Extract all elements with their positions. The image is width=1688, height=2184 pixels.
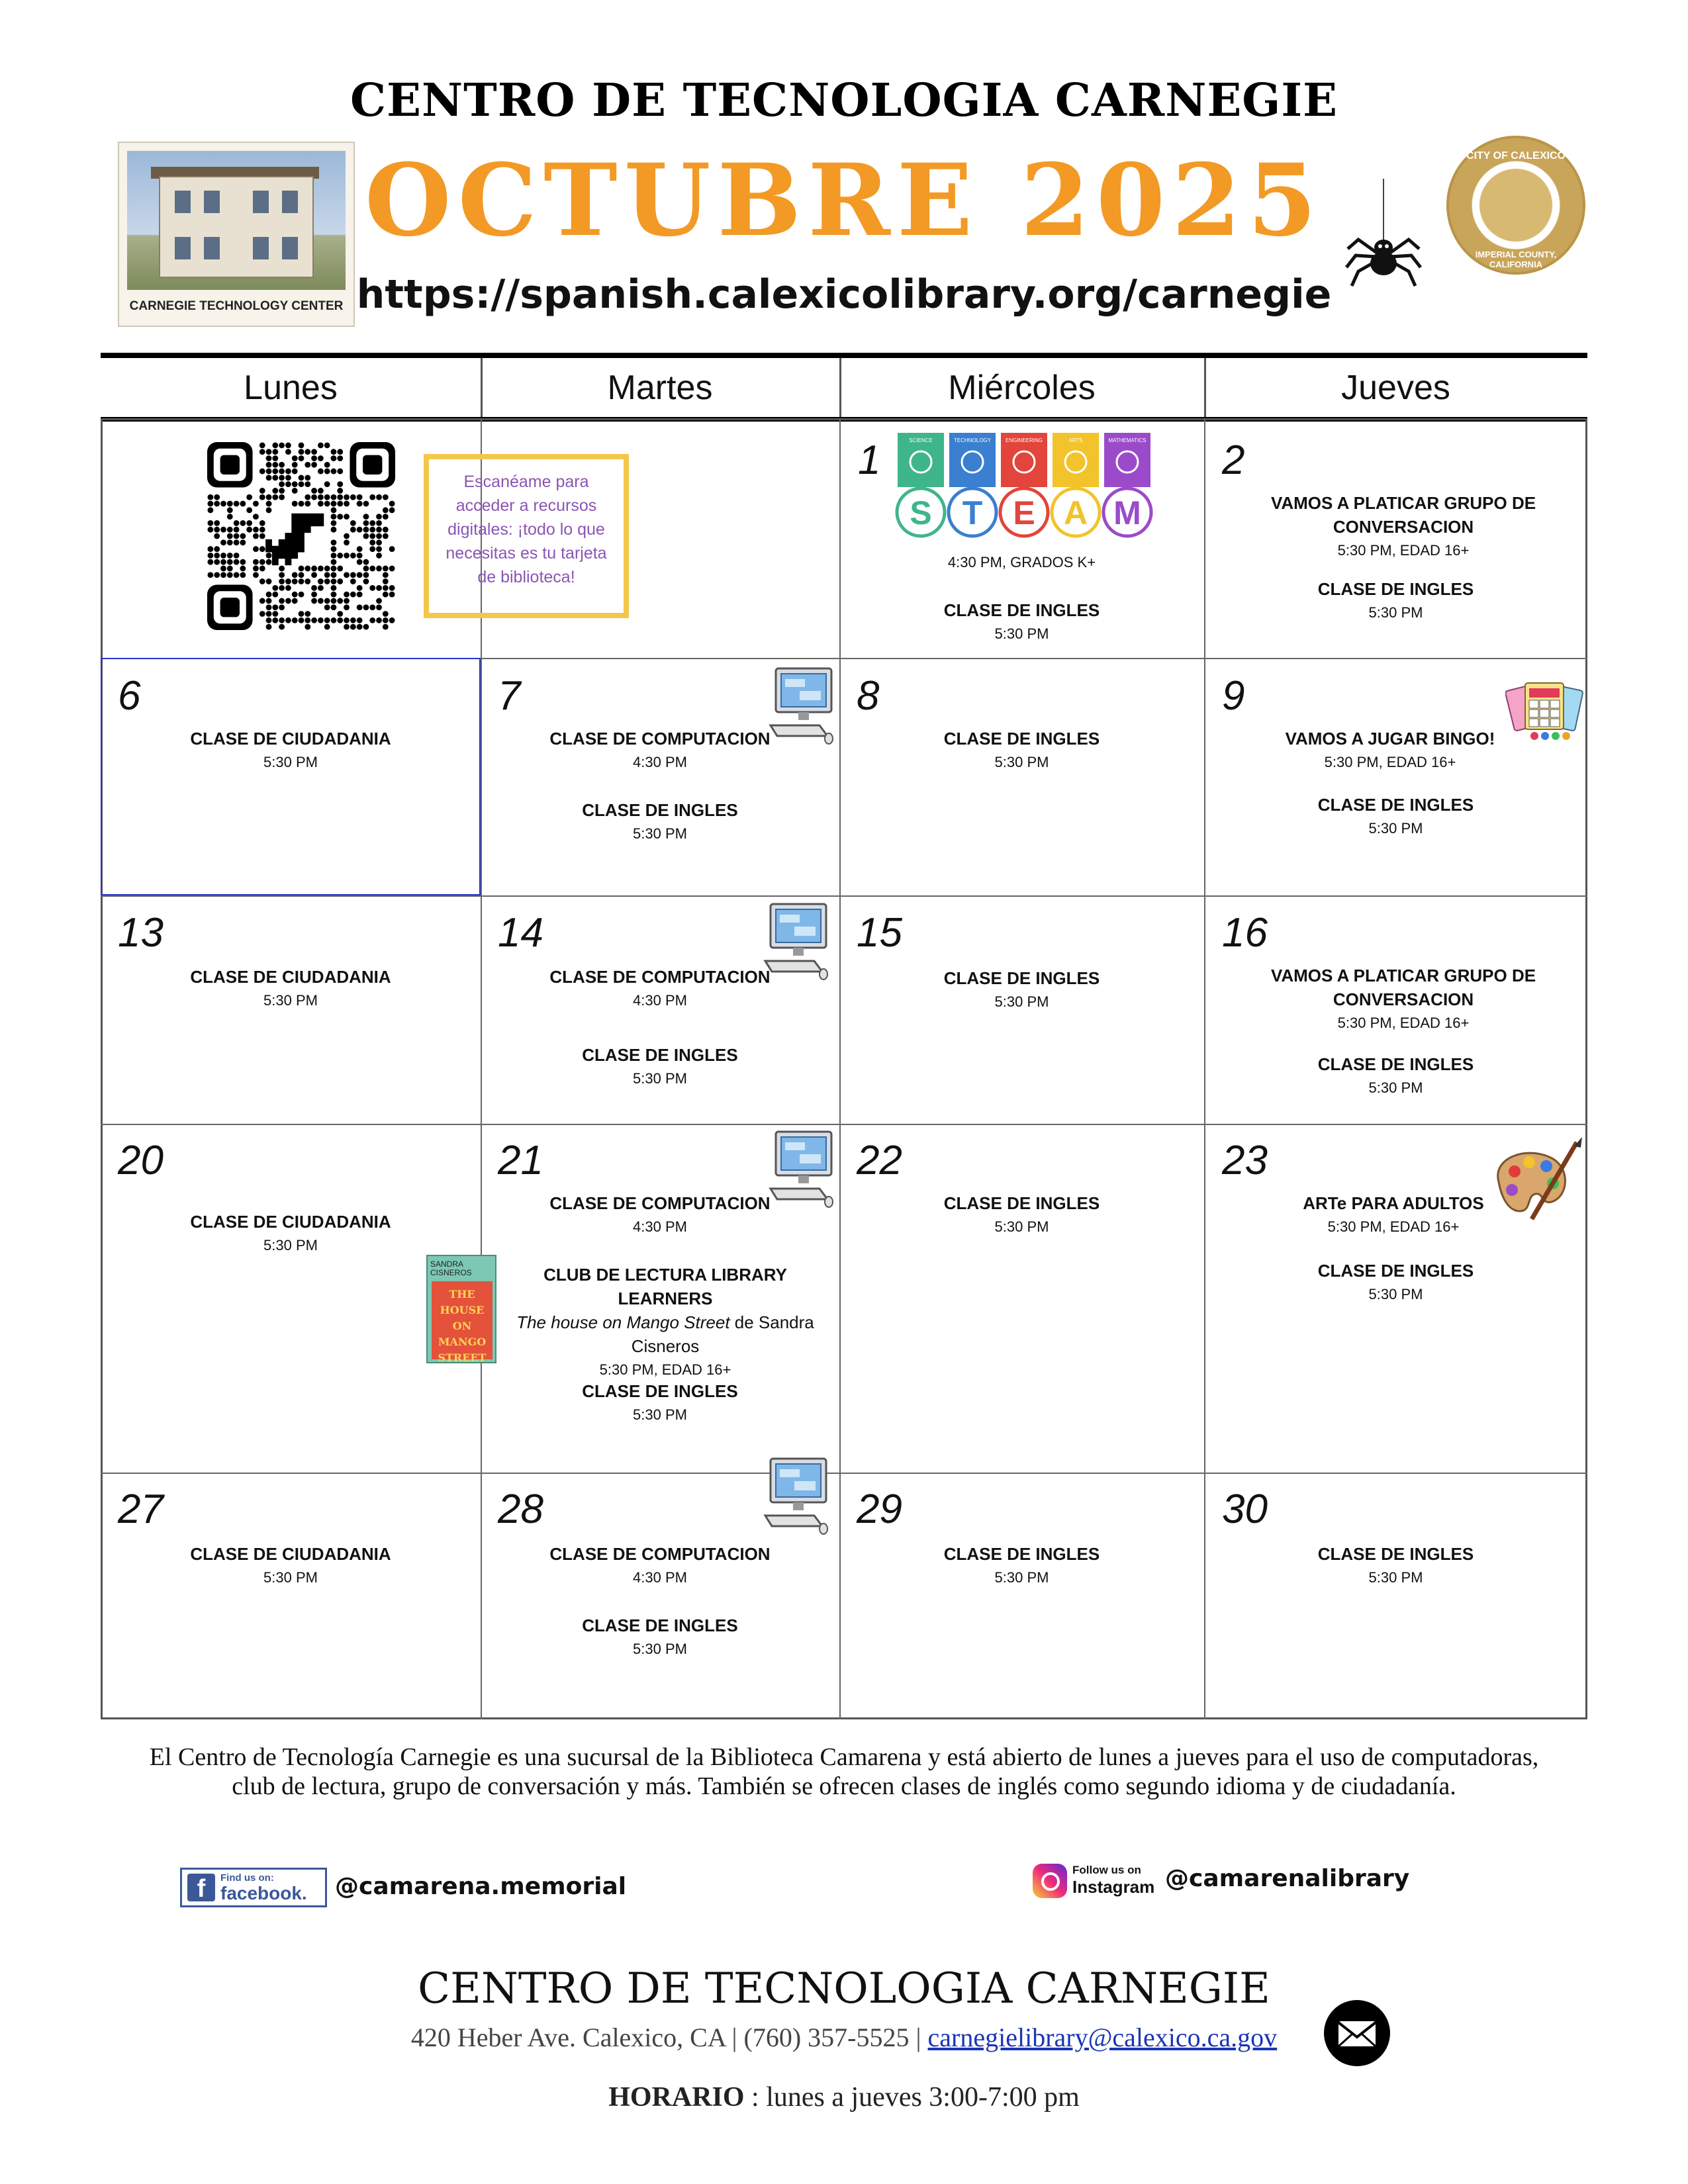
day-number: 16: [1222, 910, 1268, 956]
top-rule: [101, 353, 1587, 358]
hours-value: : lunes a jueves 3:00-7:00 pm: [744, 2082, 1080, 2113]
header-title: CENTRO DE TECNOLOGIA CARNEGIE: [350, 74, 1338, 127]
svg-text:T: T: [962, 494, 983, 531]
hours: [0, 2081, 1688, 2113]
event-time: 5:30 PM: [1368, 820, 1423, 837]
event-ingles: [1204, 793, 1587, 841]
event-title: CLASE DE INGLES: [582, 1381, 738, 1401]
day-number: 8: [857, 673, 880, 719]
event-title: CLASE DE CIUDADANIA: [190, 1212, 391, 1232]
event-steam: [839, 551, 1204, 574]
event-title: CLASE DE CIUDADANIA: [190, 1544, 391, 1564]
event-ingles: [1204, 577, 1587, 625]
event-time: 5:30 PM: [263, 1237, 318, 1253]
event-book: [496, 1310, 834, 1358]
event-title: CLASE DE COMPUTACION: [549, 967, 771, 987]
book-title: The house on Mango Street: [516, 1312, 730, 1332]
event-ingles: [481, 798, 839, 846]
weekday-miercoles: Miércoles: [948, 369, 1096, 407]
footer-description: El Centro de Tecnología Carnegie es una sucursal de la Biblioteca Camarena y está abierto de lunes a jueves para el uso de computadoras, club de lectura, grupo de conversación y más. También se ofrecen clases de inglés como segundo idioma y de ciudadanía.: [149, 1743, 1539, 1800]
event-ingles: [1204, 1542, 1587, 1590]
event-time: 4:30 PM: [633, 992, 687, 1009]
event-title: CLASE DE COMPUTACION: [549, 729, 771, 749]
event-title: CLASE DE INGLES: [1317, 1544, 1474, 1564]
event-time: 5:30 PM: [994, 754, 1049, 770]
instagram-badge[interactable]: [1033, 1861, 1155, 1901]
event-computacion: [481, 727, 839, 774]
day-number: 6: [118, 673, 141, 719]
event-title: VAMOS A JUGAR BINGO!: [1285, 729, 1495, 749]
event-title: CLASE DE INGLES: [943, 600, 1100, 620]
event-computacion: [481, 1542, 839, 1590]
event-title: CLASE DE CIUDADANIA: [190, 729, 391, 749]
event-time: 5:30 PM: [994, 1218, 1049, 1235]
event-time: 4:30 PM: [633, 754, 687, 770]
event-ciudadania: [101, 1210, 481, 1257]
event-ingles: [481, 1043, 839, 1091]
day-number: 20: [118, 1138, 164, 1183]
day-number: 27: [118, 1486, 164, 1532]
book-cover-author: SANDRA CISNEROS: [430, 1259, 472, 1277]
event-bingo: [1231, 727, 1549, 774]
svg-text:E: E: [1013, 494, 1035, 531]
event-title: CLASE DE INGLES: [582, 1045, 738, 1065]
day-number: 9: [1222, 673, 1245, 719]
event-time: 5:30 PM: [1368, 1079, 1423, 1096]
event-time: 5:30 PM, EDAD 16+: [1327, 1218, 1460, 1235]
steam-banner: [895, 432, 1153, 540]
day-number: 30: [1222, 1486, 1268, 1532]
address: 420 Heber Ave. Calexico, CA | (760) 357-5525 |: [410, 2023, 928, 2052]
day-number: 23: [1222, 1138, 1268, 1183]
day-number: 15: [857, 910, 902, 956]
hours-label: HORARIO: [608, 2082, 745, 2113]
instagram-badge-top: Follow us on: [1072, 1864, 1141, 1876]
contact-line: [0, 2022, 1688, 2053]
event-time: 5:30 PM: [994, 625, 1049, 642]
building: [159, 176, 314, 278]
facebook-badge-top: Find us on:: [220, 1872, 274, 1884]
event-time: 5:30 PM: [1368, 1286, 1423, 1302]
facebook-badge-name: facebook.: [220, 1883, 307, 1903]
instagram-icon: [1033, 1864, 1067, 1898]
book-cover-title: THE HOUSE ON MANGO STREET: [432, 1281, 492, 1359]
center-name: CENTRO DE TECNOLOGIA CARNEGIE: [418, 1964, 1270, 2013]
event-title: CLASE DE INGLES: [943, 1193, 1100, 1213]
event-conversacion: [1258, 964, 1549, 1035]
event-title: CLASE DE INGLES: [1317, 1054, 1474, 1074]
event-title: CLASE DE INGLES: [943, 1544, 1100, 1564]
event-ingles: [481, 1379, 839, 1427]
event-time: 5:30 PM: [633, 1070, 687, 1087]
day-number: 2: [1222, 437, 1245, 483]
event-time: 5:30 PM: [633, 1641, 687, 1657]
svg-text:MATHEMATICS: MATHEMATICS: [1108, 437, 1147, 443]
book-cover-mango-street: [426, 1255, 496, 1363]
event-time: 5:30 PM: [1368, 604, 1423, 621]
event-time: 4:30 PM: [633, 1569, 687, 1586]
event-ingles: [481, 1614, 839, 1661]
email-link[interactable]: carnegielibrary@calexico.ca.gov: [927, 2023, 1278, 2052]
event-ingles: [839, 1191, 1204, 1239]
event-time: 5:30 PM, EDAD 16+: [1337, 542, 1470, 559]
svg-text:S: S: [910, 494, 932, 531]
event-ciudadania: [101, 965, 481, 1013]
day-number: 1: [858, 437, 881, 483]
event-title: CLASE DE COMPUTACION: [549, 1193, 771, 1213]
qr-note: Escanéame para acceder a recursos digitales: ¡todo lo que necesitas es tu tarjeta de biblioteca!: [424, 454, 629, 618]
event-ingles: [839, 1542, 1204, 1590]
event-time: 5:30 PM: [263, 992, 318, 1009]
svg-text:ARTS: ARTS: [1068, 437, 1083, 443]
seal-top-text: CITY OF CALEXICO: [1466, 150, 1566, 161]
svg-text:ENGINEERING: ENGINEERING: [1005, 437, 1043, 443]
day-number: 28: [498, 1486, 543, 1532]
weekday-martes: Martes: [607, 369, 713, 407]
event-ingles: [839, 966, 1204, 1014]
svg-text:A: A: [1063, 494, 1088, 531]
highlight-cell-border: [101, 658, 481, 895]
event-time: 4:30 PM, GRADOS K+: [947, 554, 1096, 570]
photo-caption: CARNEGIE TECHNOLOGY CENTER: [129, 299, 344, 313]
event-time: 4:30 PM: [633, 1218, 687, 1235]
carnegie-building-photo: [118, 142, 355, 327]
day-number: 22: [857, 1138, 902, 1183]
facebook-handle[interactable]: @camarena.memorial: [335, 1873, 627, 1900]
event-title: CLASE DE INGLES: [1317, 579, 1474, 599]
event-time: 5:30 PM: [263, 754, 318, 770]
event-title: CLASE DE INGLES: [943, 729, 1100, 749]
event-time: 5:30 PM: [1368, 1569, 1423, 1586]
event-ingles: [1204, 1259, 1587, 1306]
event-conversacion: [1258, 491, 1549, 563]
city-seal-logo: [1446, 136, 1585, 275]
event-title: CLASE DE COMPUTACION: [549, 1544, 771, 1564]
facebook-icon: f: [187, 1874, 215, 1901]
weekday-lunes: Lunes: [244, 369, 338, 407]
day-number: 7: [498, 673, 521, 719]
event-title: VAMOS A PLATICAR GRUPO DE CONVERSACION: [1270, 493, 1536, 537]
event-title: VAMOS A PLATICAR GRUPO DE CONVERSACION: [1270, 966, 1536, 1009]
svg-text:M: M: [1113, 494, 1141, 531]
event-time: 5:30 PM, EDAD 16+: [1337, 1015, 1470, 1031]
computer-icon: [761, 1455, 829, 1535]
event-ingles: [839, 727, 1204, 774]
svg-text:TECHNOLOGY: TECHNOLOGY: [953, 437, 992, 443]
event-ingles: [839, 598, 1204, 646]
month-title: OCTUBRE 2025: [365, 142, 1323, 259]
envelope-icon[interactable]: [1324, 2000, 1390, 2066]
day-number: 14: [498, 910, 543, 956]
weekday-jueves: Jueves: [1341, 369, 1450, 407]
event-title: CLASE DE INGLES: [582, 800, 738, 820]
event-time: 5:30 PM: [994, 993, 1049, 1010]
event-ciudadania: [101, 727, 481, 774]
instagram-handle[interactable]: @camarenalibrary: [1165, 1865, 1410, 1892]
event-arte: [1244, 1191, 1542, 1239]
facebook-badge[interactable]: [180, 1868, 327, 1907]
event-title: CLASE DE INGLES: [1317, 1261, 1474, 1281]
event-title: CLASE DE INGLES: [1317, 795, 1474, 815]
event-time: 5:30 PM: [633, 1406, 687, 1423]
spider-icon: [1344, 179, 1423, 304]
day-number: 29: [857, 1486, 902, 1532]
qr-code[interactable]: [207, 442, 395, 630]
event-title: CLASE DE INGLES: [943, 968, 1100, 988]
book-author: de Sandra Cisneros: [631, 1312, 814, 1356]
event-computacion: [481, 965, 839, 1013]
svg-text:SCIENCE: SCIENCE: [909, 437, 933, 443]
event-time: 5:30 PM, EDAD 16+: [599, 1361, 731, 1378]
event-time: 5:30 PM: [994, 1569, 1049, 1586]
day-number: 21: [498, 1138, 543, 1183]
event-title: CLASE DE CIUDADANIA: [190, 967, 391, 987]
instagram-badge-name: Instagram: [1072, 1877, 1155, 1897]
event-time: 5:30 PM: [263, 1569, 318, 1586]
event-title: ARTe PARA ADULTOS: [1303, 1193, 1484, 1213]
event-title: CLUB DE LECTURA LIBRARY LEARNERS: [543, 1265, 787, 1308]
event-computacion: [481, 1191, 839, 1239]
website-link[interactable]: https://spanish.calexicolibrary.org/carnegie: [356, 271, 1332, 318]
event-ciudadania: [101, 1542, 481, 1590]
event-ingles: [1204, 1052, 1587, 1100]
event-title: CLASE DE INGLES: [582, 1615, 738, 1635]
seal-bottom-text: IMPERIAL COUNTY, CALIFORNIA: [1475, 250, 1557, 269]
event-time: 5:30 PM, EDAD 16+: [1324, 754, 1456, 770]
event-club-lectura: [496, 1263, 834, 1382]
day-number: 13: [118, 910, 164, 956]
event-time: 5:30 PM: [633, 825, 687, 842]
